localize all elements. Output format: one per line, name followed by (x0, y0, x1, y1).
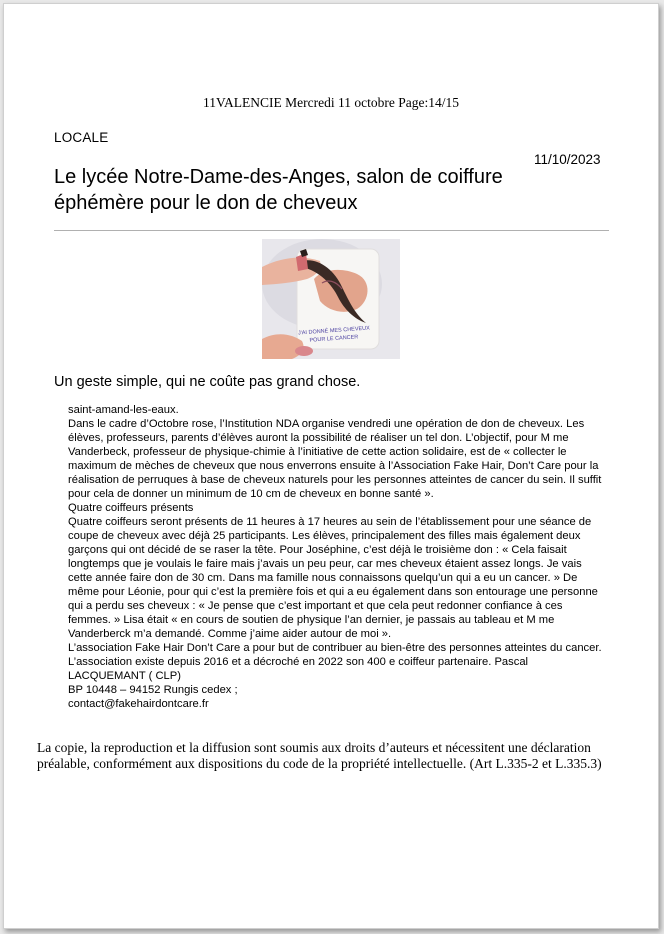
contact-email: contact@fakehairdontcare.fr (68, 698, 209, 710)
sticker-text-line-2: POUR LE CANCER (309, 334, 359, 344)
copyright-notice: La copie, la reproduction et la diffusion sont soumis aux droits d’auteurs et nécessitent une déclaration préalable, conformément aux dispositions du code de la propriété intellectuelle. (Art L.335-2 et L.335.3) (37, 740, 602, 771)
dateline: saint-amand-les-eaux. (68, 404, 179, 416)
section-label: LOCALE (54, 130, 109, 145)
article-title: Le lycée Notre-Dame-des-Anges, salon de coiffure éphémère pour le don de cheveux (54, 166, 503, 214)
title-divider (54, 230, 609, 231)
paragraph: Dans le cadre d’Octobre rose, l’Institution NDA organise vendredi une opération de don de cheveux. Les élèves, professeurs, parents d’élèves auront la possibilité de réaliser un tel don. L’objectif, pour M me Vanderbeck, professeur de physique-chimie à l’initiative de cette action solidaire, est de « collecter le maximum de mèches de cheveux que nous enverrons ensuite à l’Association Fake Hair, Don’t Care pour la réalisation de perruques à base de cheveux naturels pour les personnes atteintes de cancer du sein. Il suffit pour cela de donner un minimum de 10 cm de cheveux en bonne santé ». (68, 418, 602, 500)
hair-sticker-illustration (262, 239, 400, 359)
paragraph: L’association Fake Hair Don’t Care a pour but de contribuer au bien-être des personnes atteintes du cancer. L’association existe depuis 2016 et a décroché en 2022 son 400 e coiffeur partenaire. Pascal LACQUEMANT ( CLP) (68, 642, 602, 682)
publication-header: 11VALENCIE Mercredi 11 octobre Page:14/15 (203, 95, 459, 110)
document-page (3, 3, 659, 929)
photo-caption: Un geste simple, qui ne coûte pas grand chose. (54, 374, 361, 390)
article-date: 11/10/2023 (534, 152, 601, 167)
article-photo (262, 239, 400, 359)
sticker-text-line-1: J'AI DONNÉ MES CHEVEUX (297, 325, 371, 337)
address-line: BP 10448 – 94152 Rungis cedex ; (68, 684, 238, 696)
paragraph: Quatre coiffeurs seront présents de 11 heures à 17 heures au sein de l’établissement pour une séance de coupe de cheveux avec déjà 25 participants. Les élèves, principalement des filles mais également deux garçons qui ont décidé de se raser la tête. Pour Joséphine, c’est déjà le troisième don : « Cela faisait longtemps que je voulais le faire mais j’avais un peu peur, car mes cheveux étaient assez longs. Je vais cette année faire don de 30 cm. Dans ma famille nous connaissons quelqu’un qui a eu un cancer. » De même pour Léonie, pour qui c’est la première fois et qui a eu également dans son entourage une personne qui a perdu ses cheveux : « Je pense que c’est important et que cela peut redonner confiance à ces femmes. » Lisa était « en cours de soutien de physique l’an dernier, je passais au tableau et M me Vanderberck m’a demandé. Comme j’aime aider autour de moi ». (68, 516, 598, 640)
article-body (68, 403, 603, 711)
subheading: Quatre coiffeurs présents (68, 502, 194, 514)
